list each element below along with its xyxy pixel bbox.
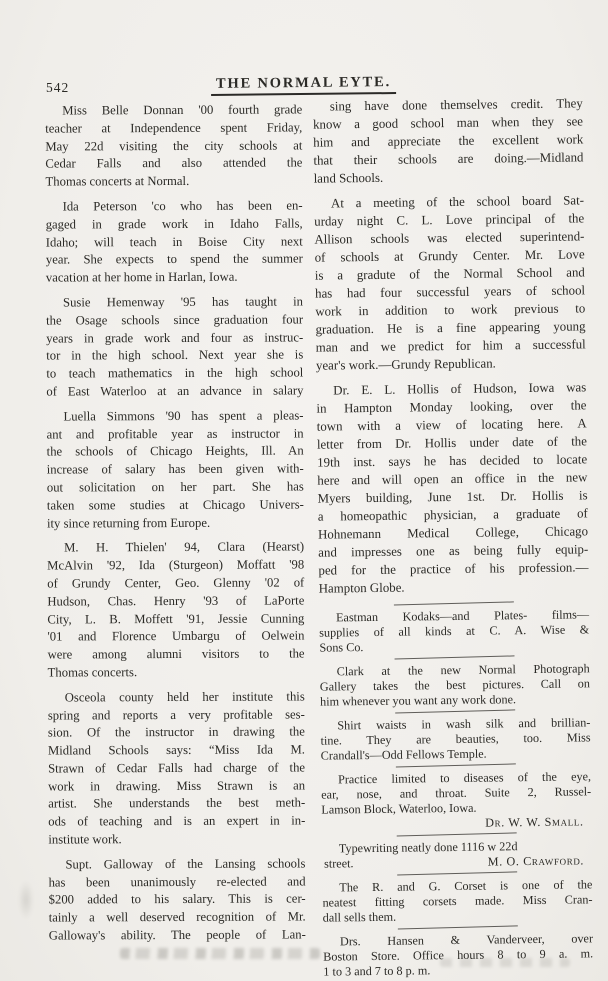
text-line: year's work.—Grundy Republican. — [315, 356, 496, 373]
separator-rule — [397, 832, 517, 836]
text-line: supplies of all kinds at C. A. Wise & — [319, 622, 590, 640]
text-line: Hohnemann Medical College, Chicago — [317, 524, 589, 542]
text-line: ant and profitable year as instructor in — [46, 425, 304, 442]
text-line: ear, nose, and throat. Suite 2, Russel- — [321, 784, 592, 802]
signature-left-text: street. — [323, 856, 354, 871]
text-line: were among alumni visitors to the — [47, 646, 305, 662]
text-line: the schools of Chicago Heights, Ill. An — [46, 443, 304, 459]
text-line: Idaho; will teach in Boise City next — [45, 234, 303, 250]
text-line: know a good school man when they see — [312, 114, 584, 132]
signature-name: Dr. W. W. Small. — [485, 814, 584, 830]
left-column — [45, 101, 306, 952]
separator-rule — [397, 871, 517, 875]
text-line: 1 to 3 and 7 to 8 p. m. — [323, 963, 431, 979]
text-line: Sons Co. — [319, 640, 364, 655]
text-line: work in addition to work previous to — [315, 301, 586, 319]
text-line: sion. Of the instructor in drawing the — [47, 724, 305, 740]
text-line: him and appreciate the excellent work — [313, 132, 584, 150]
text-line: Drs. Hansen & Vanderveer, over — [339, 931, 594, 949]
separator-rule — [395, 655, 515, 659]
text-line: Typewriting neatly done 1116 w 22d — [338, 839, 518, 856]
scan-smudge-artifact — [18, 880, 34, 920]
text-line: has been unanimously re-elected and — [48, 874, 306, 890]
text-line: Ida Peterson 'co who has been en- — [62, 198, 303, 214]
signature-name: M. O. Crawford. — [487, 853, 585, 869]
paragraph — [322, 877, 593, 925]
text-line: Boston Store. Office hours 8 to 9 a. m. — [323, 946, 594, 964]
masthead-title: THE NORMAL EYTE. — [211, 74, 396, 96]
text-line: Galloway's ability. The people of Lan- — [48, 927, 306, 943]
text-line: letter from Dr. Hollis under date of the — [316, 434, 587, 452]
text-line: Eastman Kodaks—and Plates- films— — [335, 607, 590, 625]
text-line: has had four successful years of school — [314, 283, 586, 301]
text-line: graduation. He is a fine appearing young — [315, 319, 586, 337]
text-line: that their schools are doing.—Midland — [313, 150, 584, 168]
paragraph — [45, 101, 302, 191]
page-number: 542 — [46, 80, 70, 95]
text-line: of Grundy Center, Geo. Glenny '02 of — [47, 575, 305, 591]
paragraph — [46, 293, 303, 401]
text-line: Midland Schools says: “Miss Ida M. — [47, 742, 306, 758]
paragraph — [321, 769, 592, 832]
separator-rule — [395, 709, 515, 713]
text-line: City, L. B. Moffett '91, Jessie Cunning — [47, 610, 305, 627]
text-line: institute work. — [48, 832, 122, 847]
text-line: Gallery takes the best pictures. Call on — [319, 676, 590, 694]
text-line: land Schools. — [313, 170, 384, 186]
text-line: Thomas concerts at Normal. — [45, 174, 190, 189]
text-line: Susie Hemenway '95 has taught in — [62, 294, 304, 310]
text-line: McAlvin '92, Ida (Sturgeon) Moffatt '98 — [47, 557, 305, 573]
paragraph — [316, 378, 589, 597]
text-line: man and we predict for him a successful — [315, 337, 586, 355]
paragraph — [48, 688, 306, 849]
separator-rule — [394, 601, 514, 605]
paragraph — [314, 191, 586, 374]
right-column-articles — [313, 94, 589, 605]
text-line: 19th inst. says he has decided to locate — [317, 452, 588, 470]
text-line: tor in the high school. Next year she is — [46, 347, 304, 363]
text-line: him whenever you want any work done. — [319, 692, 517, 709]
text-line: and impresses one as being fully equip- — [318, 542, 589, 560]
text-line: ods of teaching and is an expert in in- — [48, 813, 306, 829]
text-line: taken some studies at Chicago Univers- — [46, 497, 304, 513]
text-line: increase of salary has been given with- — [46, 461, 304, 477]
paragraph — [48, 855, 305, 945]
text-line: Practice limited to diseases of the eye, — [337, 769, 592, 787]
text-line: years in grade work and four as instruc- — [46, 330, 304, 346]
classified-ads-section — [319, 607, 593, 979]
text-line: Osceola county held her institute this — [64, 689, 305, 705]
text-line: Crandall's—Odd Fellows Temple. — [320, 746, 487, 763]
text-line: Cedar Falls and also attended the — [45, 155, 303, 171]
text-line: Supt. Galloway of the Lansing schools — [65, 856, 306, 872]
text-line: M. H. Thielen' 94, Clara (Hearst) — [64, 539, 305, 555]
text-line: Clark at the new Normal Photograph — [336, 661, 590, 679]
text-line: urday night C. L. Love principal of the — [314, 211, 585, 229]
text-line: tine. They are beauties, too. Miss — [320, 730, 591, 748]
text-line: gaged in grade work in Idaho Falls, — [45, 216, 303, 232]
text-line: Luella Simmons '90 has spent a pleas- — [63, 408, 304, 424]
text-line: year. She expects to spend the summer — [45, 251, 303, 267]
text-line: Miss Belle Donnan '00 fourth grade — [62, 102, 303, 118]
text-line: The R. and G. Corset is one of the — [339, 877, 593, 895]
text-line: town with a view of locating here. A — [316, 416, 587, 434]
text-line: Strawn of Cedar Falls had charge of the — [48, 760, 306, 776]
text-line: Myers building, June 1st. Dr. Hollis is — [317, 488, 588, 506]
paragraph — [320, 715, 591, 763]
text-line: neatest fitting corsets made. Miss Cran- — [322, 892, 593, 910]
text-line: out solicitation on her part. She has — [46, 479, 304, 495]
paragraph — [323, 931, 594, 979]
text-line: Hudson, Chas. Henry '93 of LaPorte — [47, 593, 305, 609]
text-line: work in drawing. Miss Strawn is an — [48, 778, 306, 794]
text-line: vacation at her home in Harlan, Iowa. — [45, 269, 238, 285]
masthead-container — [0, 74, 608, 95]
text-line: '01 and Florence Umbargu of Oelwein — [47, 628, 305, 644]
text-line: teacher at Independence spent Friday, — [45, 120, 303, 136]
text-line: in Hampton Monday looking, over the — [316, 398, 587, 416]
text-line: of East Waterloo at an advance in salary — [46, 383, 304, 399]
paragraph — [319, 607, 590, 655]
text-line: spring and reports a very profitable ses- — [47, 706, 305, 723]
text-line: ped for the practice of his profession.— — [318, 560, 589, 578]
text-line: Shirt waists in wash silk and brillian- — [337, 715, 591, 733]
paragraph — [46, 197, 303, 287]
text-line: is a gradute of the Normal School and — [314, 265, 585, 283]
text-line: sing have done themselves credit. They — [329, 96, 583, 114]
text-line: artist. She understands the best meth- — [48, 795, 306, 812]
text-line: Hampton Globe. — [318, 580, 405, 596]
text-line: Allison schools was elected superintend- — [314, 229, 585, 247]
text-line: dall sells them. — [322, 909, 397, 925]
text-line: Dr. E. L. Hollis of Hudson, Iowa was — [333, 380, 587, 398]
paragraph — [320, 661, 591, 709]
paragraph — [46, 407, 304, 533]
text-line: ity since returning from Europe. — [46, 515, 211, 531]
text-line: tainly a well deserved recognition of Mr. — [48, 909, 306, 925]
paragraph — [322, 838, 592, 871]
text-line: $200 added to his salary. This is cer- — [48, 891, 306, 908]
text-line: of schools at Grundy Center. Mr. Love — [314, 247, 585, 265]
right-column — [313, 94, 594, 981]
text-line: Lamson Block, Waterloo, Iowa. — [321, 800, 477, 817]
text-line: here and will open an office in the new — [317, 470, 588, 488]
text-line: Thomas concerts. — [47, 665, 138, 680]
text-line: At a meeting of the school board Sat- — [330, 193, 585, 211]
text-line: May 22d visiting the city schools at — [45, 138, 303, 154]
text-line: the Osage schools since graduation four — [46, 312, 304, 328]
paragraph — [313, 94, 584, 187]
separator-rule — [398, 925, 518, 929]
paragraph — [47, 539, 305, 682]
separator-rule — [396, 763, 516, 767]
text-line: a homeopathic physician, a graduate of — [317, 506, 588, 524]
text-line: to teach mathematics in the high school — [46, 365, 304, 381]
